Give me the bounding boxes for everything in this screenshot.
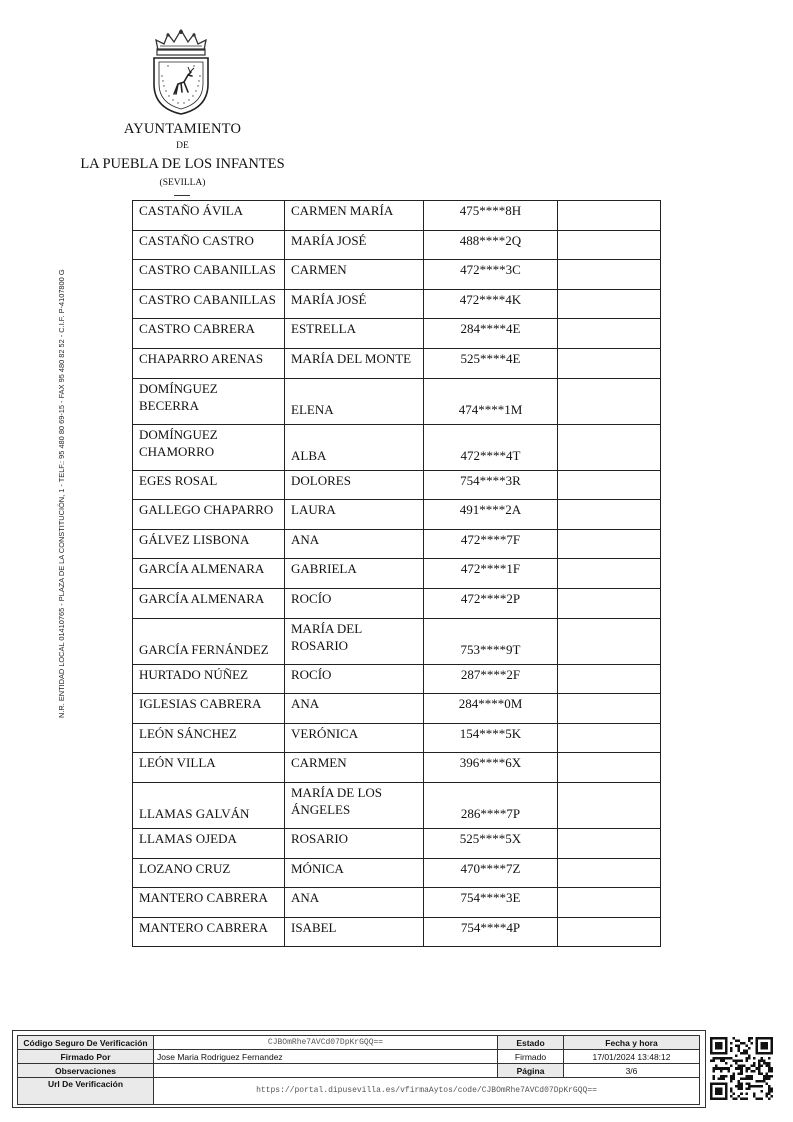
- table-row: [133, 424, 661, 470]
- surname-cell: LOZANO CRUZ: [133, 858, 285, 888]
- surname-cell: CASTRO CABANILLAS: [133, 289, 285, 319]
- name-cell: ROSARIO: [285, 828, 424, 858]
- table-row: [133, 782, 661, 828]
- surname-cell: LEÓN SÁNCHEZ: [133, 723, 285, 753]
- table-row: [133, 500, 661, 530]
- empty-cell: [558, 529, 661, 559]
- name-cell: MÓNICA: [285, 858, 424, 888]
- name-cell: ALBA: [285, 424, 424, 470]
- verification-row: [18, 1050, 700, 1064]
- surname-line-2: BECERRA: [139, 397, 199, 413]
- empty-cell: [558, 500, 661, 530]
- surname-line-1: DOMÍNGUEZ: [139, 380, 218, 396]
- name-cell: [285, 618, 424, 664]
- name-cell: GABRIELA: [285, 559, 424, 589]
- qr-code: [710, 1037, 773, 1100]
- dni-cell: 491****2A: [424, 500, 558, 530]
- name-cell: ROCÍO: [285, 588, 424, 618]
- table-row: [133, 319, 661, 349]
- table-row: [133, 618, 661, 664]
- dni-cell: 525****4E: [424, 348, 558, 378]
- empty-cell: [558, 917, 661, 947]
- dni-cell: 474****1M: [424, 378, 558, 424]
- csv-label: Código Seguro De Verificación: [18, 1036, 154, 1050]
- firmado-por-value: Jose Maria Rodriguez Fernandez: [154, 1050, 498, 1064]
- dni-cell: 475****8H: [424, 201, 558, 231]
- name-cell: MARÍA JOSÉ: [285, 289, 424, 319]
- dni-cell: 396****6X: [424, 753, 558, 783]
- surname-cell: HURTADO NÚÑEZ: [133, 664, 285, 694]
- name-cell: LAURA: [285, 500, 424, 530]
- dni-cell: 472****7F: [424, 529, 558, 559]
- header-rule: [174, 195, 190, 196]
- dni-cell: 286****7P: [424, 782, 558, 828]
- table-row: [133, 888, 661, 918]
- dni-cell: 488****2Q: [424, 230, 558, 260]
- empty-cell: [558, 694, 661, 724]
- name-cell: MARÍA DEL MONTE: [285, 348, 424, 378]
- surname-cell: CASTRO CABRERA: [133, 319, 285, 349]
- dni-cell: 472****3C: [424, 260, 558, 290]
- dni-cell: 754****4P: [424, 917, 558, 947]
- surname-cell: EGES ROSAL: [133, 470, 285, 500]
- name-line-1: MARÍA DEL: [291, 620, 363, 636]
- empty-cell: [558, 319, 661, 349]
- table-row: [133, 378, 661, 424]
- surname-cell: LEÓN VILLA: [133, 753, 285, 783]
- dni-cell: 754****3E: [424, 888, 558, 918]
- dni-cell: 284****4E: [424, 319, 558, 349]
- surname-cell: GARCÍA FERNÁNDEZ: [133, 618, 285, 664]
- dni-cell: 525****5X: [424, 828, 558, 858]
- name-cell: [285, 782, 424, 828]
- verification-row: [18, 1064, 700, 1078]
- name-cell: MARÍA JOSÉ: [285, 230, 424, 260]
- empty-cell: [558, 782, 661, 828]
- surname-cell: CASTAÑO CASTRO: [133, 230, 285, 260]
- dni-cell: 154****5K: [424, 723, 558, 753]
- url-label: Url De Verificación: [18, 1078, 154, 1105]
- surname-line-2: CHAMORRO: [139, 443, 215, 459]
- surname-cell: CASTRO CABANILLAS: [133, 260, 285, 290]
- dni-cell: 284****0M: [424, 694, 558, 724]
- table-row: [133, 664, 661, 694]
- name-cell: ELENA: [285, 378, 424, 424]
- surname-cell: CASTAÑO ÁVILA: [133, 201, 285, 231]
- surname-cell: MANTERO CABRERA: [133, 888, 285, 918]
- surname-cell: GÁLVEZ LISBONA: [133, 529, 285, 559]
- table-row: [133, 289, 661, 319]
- table-row: [133, 470, 661, 500]
- empty-cell: [558, 723, 661, 753]
- name-line-1: MARÍA DE LOS: [291, 784, 383, 800]
- name-cell: CARMEN: [285, 260, 424, 290]
- empty-cell: [558, 858, 661, 888]
- estado-value: Firmado: [498, 1050, 564, 1064]
- dni-cell: 472****4T: [424, 424, 558, 470]
- dni-cell: 470****7Z: [424, 858, 558, 888]
- verification-row: [18, 1078, 700, 1105]
- name-cell: CARMEN MARÍA: [285, 201, 424, 231]
- roster-table: [132, 200, 661, 947]
- name-cell: ANA: [285, 888, 424, 918]
- empty-cell: [558, 470, 661, 500]
- empty-cell: [558, 424, 661, 470]
- surname-cell: MANTERO CABRERA: [133, 917, 285, 947]
- dni-cell: 472****2P: [424, 588, 558, 618]
- verification-row: [18, 1036, 700, 1050]
- empty-cell: [558, 289, 661, 319]
- dni-cell: 754****3R: [424, 470, 558, 500]
- empty-cell: [558, 753, 661, 783]
- org-de: DE: [176, 141, 189, 151]
- name-cell: VERÓNICA: [285, 723, 424, 753]
- table-row: [133, 694, 661, 724]
- url-value[interactable]: https://portal.dipusevilla.es/vfirmaAytos/code/CJBOmRhe7AVCd07DpKrGQQ==: [154, 1078, 700, 1105]
- name-line-2: ROSARIO: [291, 637, 349, 653]
- table-row: [133, 529, 661, 559]
- table-row: [133, 201, 661, 231]
- table-row: [133, 559, 661, 589]
- table-row: [133, 588, 661, 618]
- surname-cell: LLAMAS OJEDA: [133, 828, 285, 858]
- surname-line-1: DOMÍNGUEZ: [139, 426, 218, 442]
- fecha-label: Fecha y hora: [564, 1036, 700, 1050]
- org-province: (SEVILLA): [159, 178, 206, 188]
- name-cell: ISABEL: [285, 917, 424, 947]
- name-cell: ANA: [285, 694, 424, 724]
- csv-value: CJBOmRhe7AVCd07DpKrGQQ==: [154, 1036, 498, 1050]
- empty-cell: [558, 201, 661, 231]
- table-row: [133, 723, 661, 753]
- observaciones-value: [154, 1064, 498, 1078]
- table-row: [133, 828, 661, 858]
- pagina-value: 3/6: [564, 1064, 700, 1078]
- surname-cell: [133, 378, 285, 424]
- empty-cell: [558, 260, 661, 290]
- name-cell: ESTRELLA: [285, 319, 424, 349]
- empty-cell: [558, 378, 661, 424]
- name-cell: ANA: [285, 529, 424, 559]
- name-cell: CARMEN: [285, 753, 424, 783]
- empty-cell: [558, 588, 661, 618]
- dni-cell: 287****2F: [424, 664, 558, 694]
- name-cell: ROCÍO: [285, 664, 424, 694]
- surname-cell: LLAMAS GALVÁN: [133, 782, 285, 828]
- table-row: [133, 348, 661, 378]
- empty-cell: [558, 230, 661, 260]
- fecha-value: 17/01/2024 13:48:12: [564, 1050, 700, 1064]
- table-row: [133, 753, 661, 783]
- dni-cell: 753****9T: [424, 618, 558, 664]
- surname-cell: GARCÍA ALMENARA: [133, 559, 285, 589]
- table-row: [133, 230, 661, 260]
- observaciones-label: Observaciones: [18, 1064, 154, 1078]
- town-crest-logo: [148, 28, 214, 116]
- empty-cell: [558, 888, 661, 918]
- name-cell: DOLORES: [285, 470, 424, 500]
- empty-cell: [558, 828, 661, 858]
- pagina-label: Página: [498, 1064, 564, 1078]
- empty-cell: [558, 559, 661, 589]
- dni-cell: 472****4K: [424, 289, 558, 319]
- firmado-por-label: Firmado Por: [18, 1050, 154, 1064]
- table-row: [133, 260, 661, 290]
- name-line-2: ÁNGELES: [291, 801, 351, 817]
- org-town: LA PUEBLA DE LOS INFANTES: [80, 156, 285, 172]
- surname-cell: CHAPARRO ARENAS: [133, 348, 285, 378]
- estado-label: Estado: [498, 1036, 564, 1050]
- table-row: [133, 917, 661, 947]
- empty-cell: [558, 618, 661, 664]
- surname-cell: IGLESIAS CABRERA: [133, 694, 285, 724]
- side-legal-text: N.R. ENTIDAD LOCAL 01410765 - PLAZA DE LA CONSTITUCIÓN, 1 - TELF.: 95 480 80 69-15 - FAX 95 480 82 52 - C.I.F. P-4107800 G: [57, 269, 66, 718]
- empty-cell: [558, 348, 661, 378]
- dni-cell: 472****1F: [424, 559, 558, 589]
- surname-cell: GALLEGO CHAPARRO: [133, 500, 285, 530]
- empty-cell: [558, 664, 661, 694]
- table-row: [133, 858, 661, 888]
- verification-table: [17, 1035, 700, 1105]
- surname-cell: [133, 424, 285, 470]
- surname-cell: GARCÍA ALMENARA: [133, 588, 285, 618]
- org-name: AYUNTAMIENTO: [123, 121, 242, 137]
